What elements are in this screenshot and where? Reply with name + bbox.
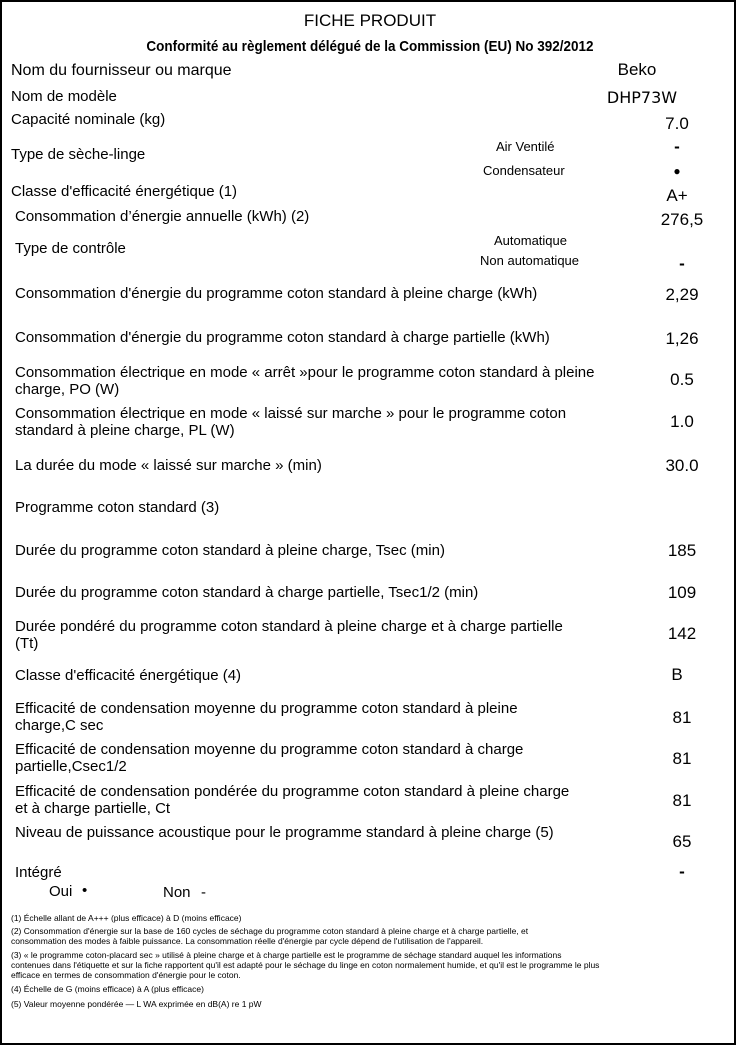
- condensation-partial-label: Efficacité de condensation moyenne du programme coton standard à charge partielle,Csec1/2: [15, 741, 524, 775]
- energy-full-label: Consommation d'énergie du programme coton standard à pleine charge (kWh): [15, 285, 538, 302]
- std-program-label: Programme coton standard (3): [15, 499, 220, 516]
- condensation-weighted-value: 81: [672, 791, 692, 810]
- annual-energy-label: Consommation d’énergie annuelle (kWh) (2): [15, 208, 310, 225]
- condensation-partial-value: 81: [672, 749, 692, 768]
- dryer-type-air-vented-label: Air Ventilé: [496, 139, 555, 154]
- dryer-type-condenser-label: Condensateur: [483, 163, 565, 178]
- duration-partial-value: 109: [667, 583, 697, 602]
- energy-class-4-value: B: [671, 665, 683, 684]
- energy-partial-label: Consommation d'énergie du programme coton standard à charge partielle (kWh): [15, 329, 550, 346]
- power-off-value: 0.5: [670, 370, 694, 389]
- noise-label: Niveau de puissance acoustique pour le programme standard à pleine charge (5): [15, 824, 554, 841]
- duration-weighted-value: 142: [667, 624, 697, 643]
- integrated-non-mark: -: [201, 884, 206, 901]
- dryer-type-label: Type de sèche-linge: [11, 146, 146, 163]
- integrated-label: Intégré: [15, 864, 62, 881]
- capacity-label: Capacité nominale (kg): [11, 111, 166, 128]
- footnote-3: (3) « le programme coton-placard sec » utilisé à pleine charge et à charge partielle est le programme de séchage standard auquel les informations contenues dans l'étiquette et sur la fiche rapportent qu'il est adapté pour le séchage du linge en coton normalement humide, et qu'il est le programme le plus efficace en termes de consommation d'énergie pour le coton.: [11, 950, 600, 980]
- control-type-label: Type de contrôle: [15, 240, 126, 257]
- condensation-full-value: 81: [672, 708, 692, 727]
- left-on-duration-label: La durée du mode « laissé sur marche » (min): [15, 457, 322, 474]
- duration-full-value: 185: [667, 541, 697, 560]
- energy-partial-value: 1,26: [665, 329, 699, 348]
- footnote-4: (4) Échelle de G (moins efficace) à A (plus efficace): [11, 984, 204, 994]
- footnote-2: (2) Consommation d'énergie sur la base de 160 cycles de séchage du programme coton standard à pleine charge et à charge partielle, et consommation des modes à faible puissance. La consommation réelle d'énergie par cycle dépend de l'utilisation de l'appareil.: [11, 926, 529, 946]
- power-left-on-value: 1.0: [670, 412, 694, 431]
- control-type-automatic-label: Automatique: [494, 233, 567, 248]
- model-value: DHP73W: [606, 88, 678, 107]
- integrated-oui-mark: •: [82, 882, 88, 899]
- left-on-duration-value: 30.0: [665, 456, 699, 475]
- energy-class-1-label: Classe d'efficacité énergétique (1): [11, 183, 238, 200]
- condensation-weighted-label: Efficacité de condensation pondérée du programme coton standard à pleine charge et à charge partielle, Ct: [15, 783, 570, 817]
- noise-value: 65: [672, 832, 692, 851]
- integrated-non-label: Non: [163, 884, 191, 901]
- energy-class-4-label: Classe d'efficacité énergétique (4): [15, 667, 242, 684]
- supplier-value: Beko: [617, 60, 657, 79]
- dryer-type-condenser-value: ●: [673, 164, 681, 178]
- sheet-title: FICHE PRODUIT: [303, 11, 437, 30]
- control-type-non-automatic-value: -: [679, 254, 685, 273]
- duration-weighted-label: Durée pondéré du programme coton standard à pleine charge et à charge partielle (Tt): [15, 618, 563, 652]
- condensation-full-label: Efficacité de condensation moyenne du programme coton standard à pleine charge,C sec: [15, 700, 518, 734]
- energy-class-1-value: A+: [666, 186, 688, 205]
- control-type-non-automatic-label: Non automatique: [480, 253, 580, 268]
- integrated-oui-label: Oui: [49, 883, 73, 900]
- power-left-on-label: Consommation électrique en mode « laissé sur marche » pour le programme coton standard à pleine charge, PL (W): [15, 405, 567, 439]
- footnote-5: (5) Valeur moyenne pondérée — L WA exprimée en dB(A) re 1 pW: [11, 999, 262, 1009]
- duration-partial-label: Durée du programme coton standard à charge partielle, Tsec1/2 (min): [15, 584, 479, 601]
- duration-full-label: Durée du programme coton standard à pleine charge, Tsec (min): [15, 542, 445, 559]
- annual-energy-value: 276,5: [660, 210, 704, 229]
- supplier-label: Nom du fournisseur ou marque: [11, 62, 232, 79]
- power-off-label: Consommation électrique en mode « arrêt »pour le programme coton standard à pleine charge, PO (W): [15, 364, 595, 398]
- integrated-value: -: [679, 862, 685, 881]
- capacity-value: 7.0: [665, 114, 689, 133]
- footnote-1: (1) Échelle allant de A+++ (plus efficace) à D (moins efficace): [11, 913, 242, 923]
- energy-full-value: 2,29: [665, 285, 699, 304]
- sheet-subtitle: Conformité au règlement délégué de la Commission (EU) No 392/2012: [146, 38, 594, 55]
- model-label: Nom de modèle: [11, 88, 117, 105]
- dryer-type-air-vented-value: -: [674, 137, 680, 156]
